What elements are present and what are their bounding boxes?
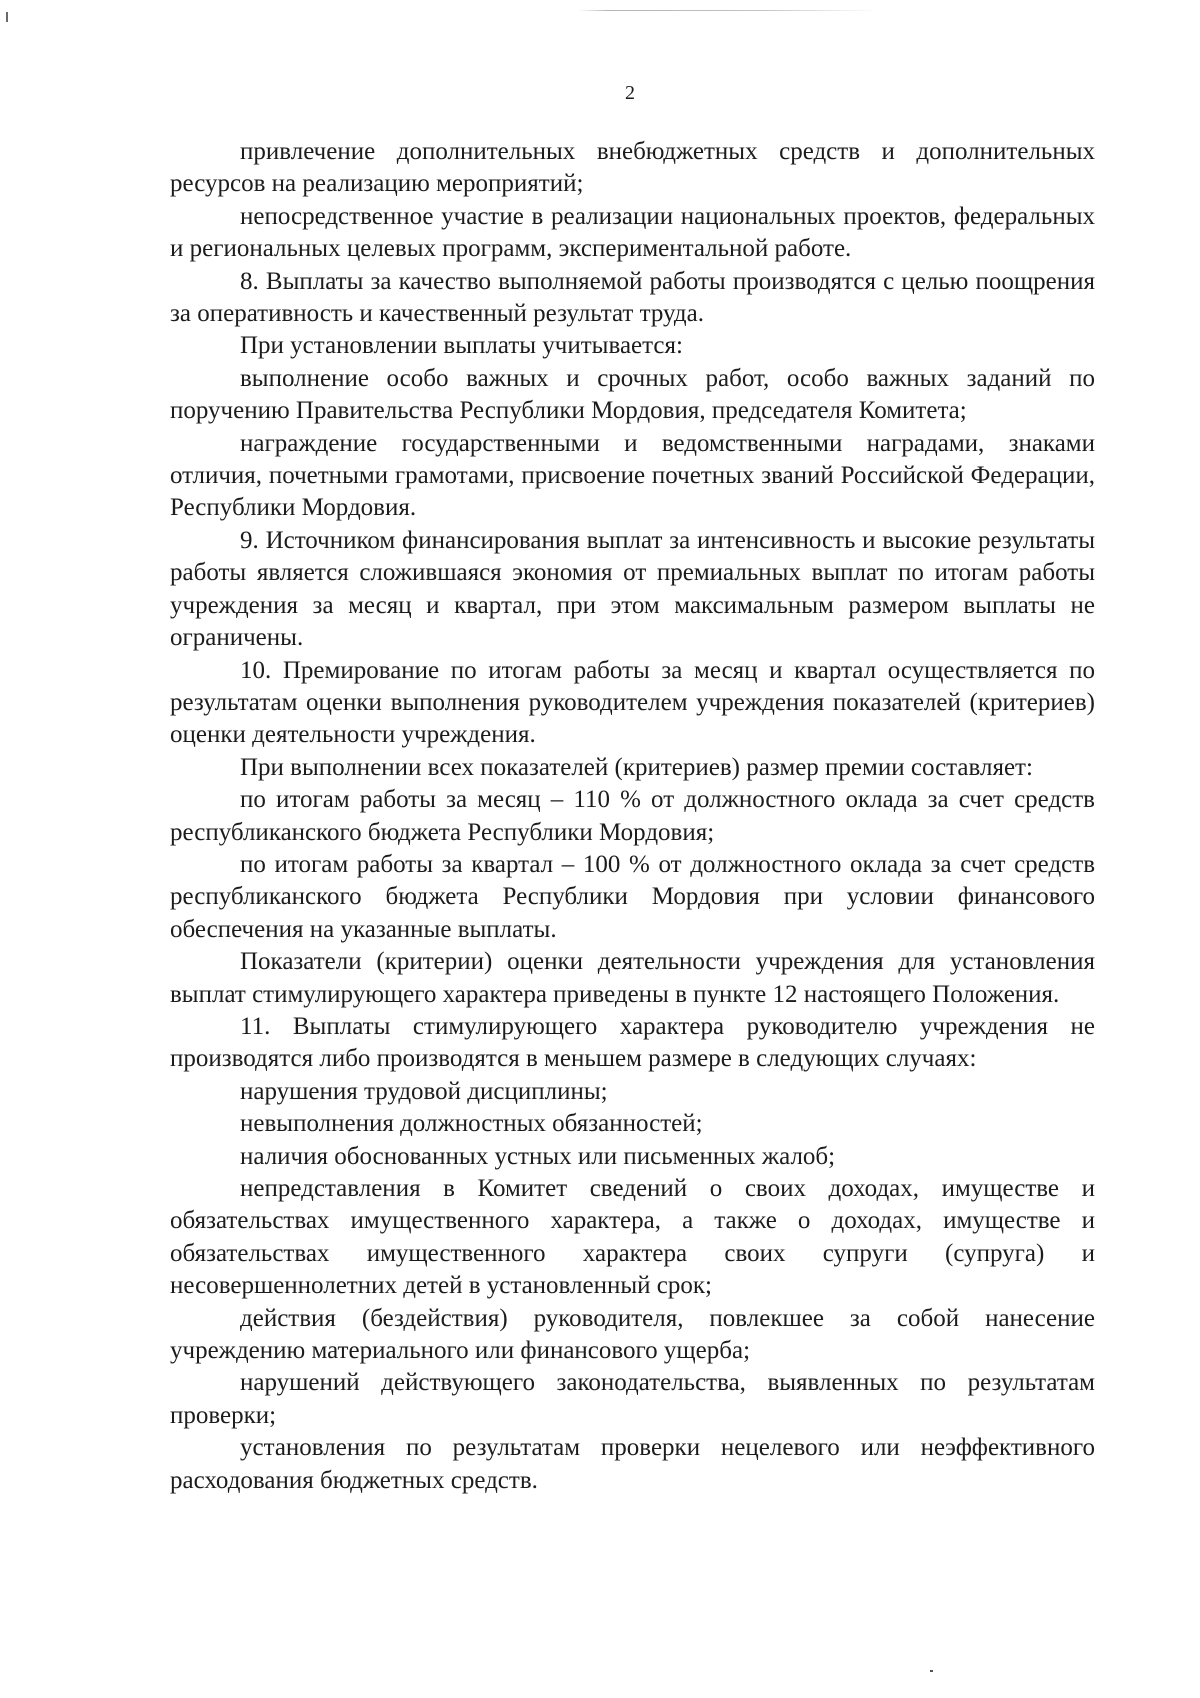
paragraph: При установлении выплаты учитывается: <box>240 332 683 360</box>
paragraph: невыполнения должностных обязанностей; <box>240 1110 703 1138</box>
paragraph: 10. Премирование по итогам работы за месяц и квартал осуществляется по результатам оценки выполнения руководителем учреждения показателей (критериев) оценки деятельности учреждения. <box>170 656 1095 749</box>
paragraph: нарушения трудовой дисциплины; <box>240 1077 608 1105</box>
paragraph: установления по результатам проверки нецелевого или неэффективного расходования бюджетных средств. <box>170 1434 1095 1494</box>
paragraph: Показатели (критерии) оценки деятельности учреждения для установления выплат стимулирующего характера приведены в пункте 12 настоящего Положения. <box>170 948 1095 1008</box>
paragraph: действия (бездействия) руководителя, повлекшее за собой нанесение учреждению материального или финансового ущерба; <box>170 1304 1095 1365</box>
paragraph: по итогам работы за месяц – 110 % от должностного оклада за счет средств республиканского бюджета Республики Мордовия; <box>170 786 1095 846</box>
paragraph: непосредственное участие в реализации национальных проектов, федеральных и региональных целевых программ, экспериментальной работе. <box>170 202 1095 263</box>
page-number: 2 <box>625 82 635 104</box>
paragraph: непредставления в Комитет сведений о своих доходах, имуществе и обязательствах имущественного характера, а также о доходах, имуществе и обязательствах имущественного характера своих супруги (супруга) и несовершеннолетних детей в установленный срок; <box>170 1175 1095 1300</box>
paragraph: наличия обоснованных устных или письменных жалоб; <box>240 1142 836 1170</box>
paragraph: выполнение особо важных и срочных работ, особо важных заданий по поручению Правительства Республики Мордовия, председателя Комитета; <box>170 364 1095 425</box>
paragraph: 11. Выплаты стимулирующего характера руководителю учреждения не производятся либо производятся в меньшем размере в следующих случаях: <box>170 1012 1095 1073</box>
scan-artifact-dot <box>930 1670 933 1672</box>
paragraph: награждение государственными и ведомственными наградами, знаками отличия, почетными грамотами, присвоение почетных званий Российской Федерации, Республики Мордовия. <box>170 429 1095 522</box>
paragraph: 8. Выплаты за качество выполняемой работы производятся с целью поощрения за оперативность и качественный результат труда. <box>170 267 1095 328</box>
paragraph: 9. Источником финансирования выплат за интенсивность и высокие результаты работы является сложившаяся экономия от премиальных выплат по итогам работы учреждения за месяц и квартал, при этом максимальным размером выплаты не ограничены. <box>170 526 1095 652</box>
paragraph: привлечение дополнительных внебюджетных средств и дополнительных ресурсов на реализацию мероприятий; <box>170 138 1095 198</box>
scan-artifact-line <box>578 10 878 11</box>
paragraph: по итогам работы за квартал – 100 % от должностного оклада за счет средств республиканского бюджета Республики Мордовия при условии финансового обеспечения на указанные выплаты. <box>170 850 1095 943</box>
document-body <box>170 136 1095 1497</box>
paragraph: При выполнении всех показателей (критериев) размер премии составляет: <box>240 753 1033 781</box>
scan-artifact-mark <box>6 12 8 22</box>
paragraph: нарушений действующего законодательства, выявленных по результатам проверки; <box>170 1369 1095 1429</box>
